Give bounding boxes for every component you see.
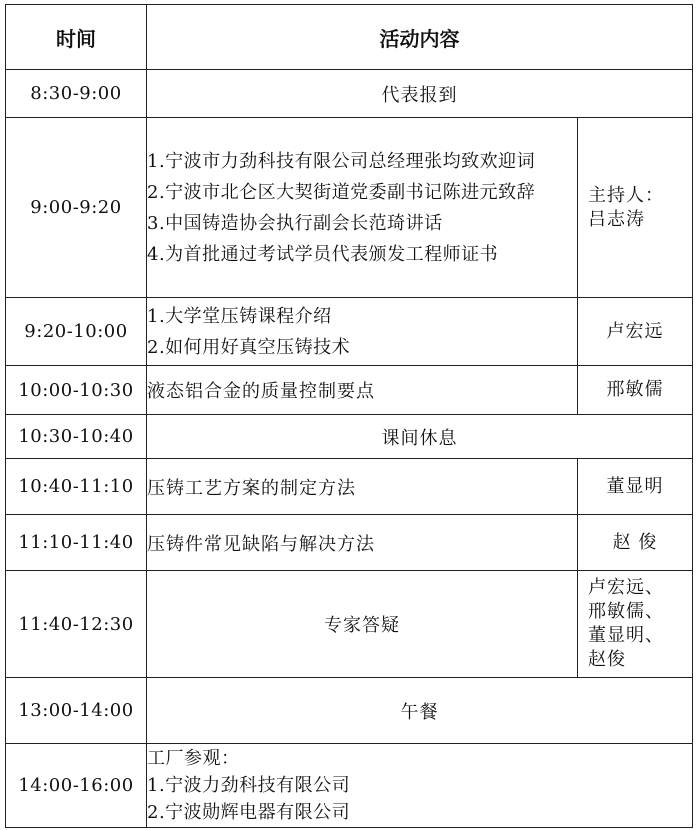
time-cell: 13:00-14:00: [6, 678, 147, 744]
list-item: 1.宁波市力劲科技有限公司总经理张均致欢迎词: [147, 150, 536, 172]
time-cell: 10:00-10:30: [6, 366, 147, 415]
list-item: 工厂参观：: [147, 748, 240, 769]
table-row: [6, 415, 693, 459]
activity-cell: 代表报到: [147, 70, 693, 118]
speaker-list-cell: [578, 571, 693, 678]
time-cell: 10:40-11:10: [6, 459, 147, 515]
list-item: 1.宁波力劲科技有限公司: [147, 775, 351, 796]
table-row: [6, 571, 693, 678]
host-title: 主持人：: [588, 184, 664, 206]
speaker-cell: 卢宏远: [578, 298, 693, 366]
activity-cell: 压铸工艺方案的制定方法: [147, 459, 578, 515]
table-row: [6, 118, 693, 298]
time-cell: 10:30-10:40: [6, 415, 147, 459]
activity-cell: 课间休息: [147, 415, 693, 459]
schedule-table: [5, 4, 693, 828]
list-item: 3.中国铸造协会执行副会长范琦讲话: [147, 212, 443, 234]
speaker-name: 邢敏儒、: [588, 601, 664, 622]
header-content: 活动内容: [147, 5, 693, 70]
speaker-name: 卢宏远、: [588, 577, 664, 598]
table-row: [6, 298, 693, 366]
time-cell: 9:20-10:00: [6, 298, 147, 366]
time-cell: 8:30-9:00: [6, 70, 147, 118]
table-row: [6, 70, 693, 118]
list-item: 4.为首批通过考试学员代表颁发工程师证书: [147, 243, 499, 265]
activity-cell: 液态铝合金的质量控制要点: [147, 366, 578, 415]
table-row: [6, 744, 693, 828]
table-row: [6, 515, 693, 571]
activity-cell: 午餐: [147, 678, 693, 744]
time-cell: 11:40-12:30: [6, 571, 147, 678]
list-item: 1.大学堂压铸课程介绍: [147, 305, 332, 327]
time-cell: 9:00-9:20: [6, 118, 147, 298]
time-cell: 14:00-16:00: [6, 744, 147, 828]
table-row: [6, 678, 693, 744]
activity-list-cell: [147, 298, 578, 366]
header-time: 时间: [6, 5, 147, 70]
speaker-name: 董显明、: [588, 625, 664, 646]
activity-list-cell: [147, 744, 693, 828]
speaker-cell: 赵 俊: [578, 515, 693, 571]
speaker-name: 赵俊: [588, 649, 626, 670]
speaker-cell: 邢敏儒: [578, 366, 693, 415]
table-row: [6, 366, 693, 415]
header-row: [6, 5, 693, 70]
table-row: [6, 459, 693, 515]
host-cell: [578, 118, 693, 298]
list-item: 2.如何用好真空压铸技术: [147, 336, 351, 358]
list-item: 2.宁波勋辉电器有限公司: [147, 802, 351, 823]
activity-list-cell: [147, 118, 578, 298]
list-item: 2.宁波市北仑区大契街道党委副书记陈进元致辞: [147, 181, 536, 203]
activity-cell: 压铸件常见缺陷与解决方法: [147, 515, 578, 571]
host-name: 吕志涛: [588, 208, 645, 230]
time-cell: 11:10-11:40: [6, 515, 147, 571]
activity-cell: 专家答疑: [147, 571, 578, 678]
speaker-cell: 董显明: [578, 459, 693, 515]
